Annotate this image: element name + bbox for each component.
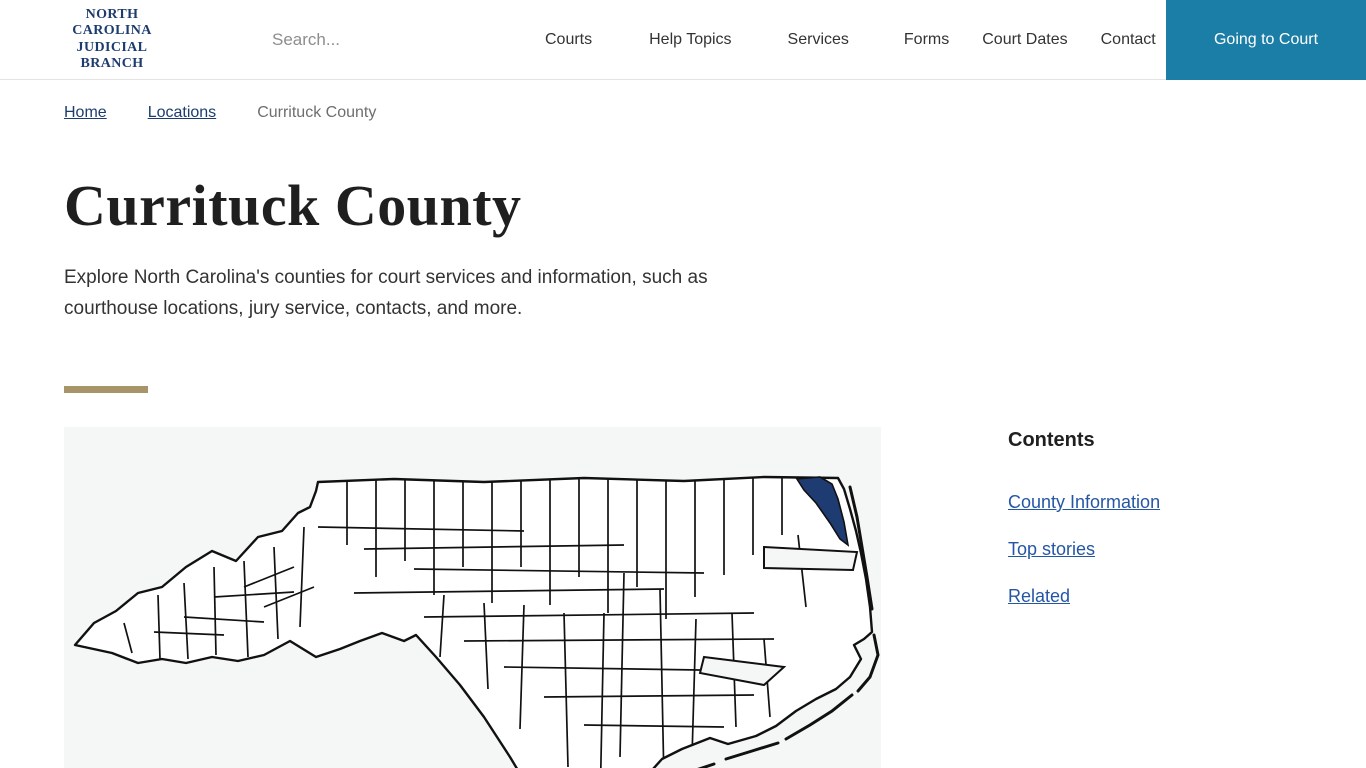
contents-link-top-stories[interactable]: Top stories — [1008, 538, 1096, 559]
logo-line: NORTH — [85, 6, 139, 22]
breadcrumb-locations[interactable]: Locations — [147, 104, 217, 121]
accent-divider — [64, 386, 148, 393]
main-nav — [522, 31, 1166, 49]
logo-line: CAROLINA — [72, 23, 152, 39]
search-input[interactable] — [272, 30, 492, 50]
nav-item-contact[interactable]: Contact — [1100, 30, 1156, 48]
nc-map-svg — [64, 427, 881, 768]
page-description: Explore North Carolina's counties for court services and information, such as courthouse locations, jury service, contacts, and more. — [64, 266, 708, 319]
contents-link-related[interactable]: Related — [1008, 585, 1071, 606]
nav-item-forms[interactable]: Forms — [903, 30, 950, 48]
breadcrumb — [64, 104, 1302, 122]
page-title: Currituck County — [64, 173, 522, 238]
nav-item-services[interactable]: Services — [787, 30, 849, 48]
contents-heading: Contents — [1008, 428, 1095, 451]
contents-sidebar — [1008, 427, 1160, 607]
logo-line: JUDICIAL — [76, 39, 148, 55]
contents-link-county-information[interactable]: County Information — [1008, 491, 1161, 512]
albemarle-sound — [764, 547, 857, 570]
content-area — [64, 427, 1302, 768]
breadcrumb-current: Currituck County — [257, 104, 377, 121]
breadcrumb-home[interactable]: Home — [64, 104, 107, 121]
going-to-court-button[interactable]: Going to Court — [1166, 0, 1366, 80]
site-logo[interactable] — [64, 7, 160, 73]
nav-item-help-topics[interactable]: Help Topics — [649, 30, 732, 48]
logo-line: BRANCH — [80, 55, 144, 71]
site-header — [0, 0, 1366, 80]
nav-item-courts[interactable]: Courts — [545, 30, 593, 48]
nav-item-court-dates[interactable]: Court Dates — [982, 30, 1068, 48]
north-carolina-county-map[interactable] — [64, 427, 881, 768]
